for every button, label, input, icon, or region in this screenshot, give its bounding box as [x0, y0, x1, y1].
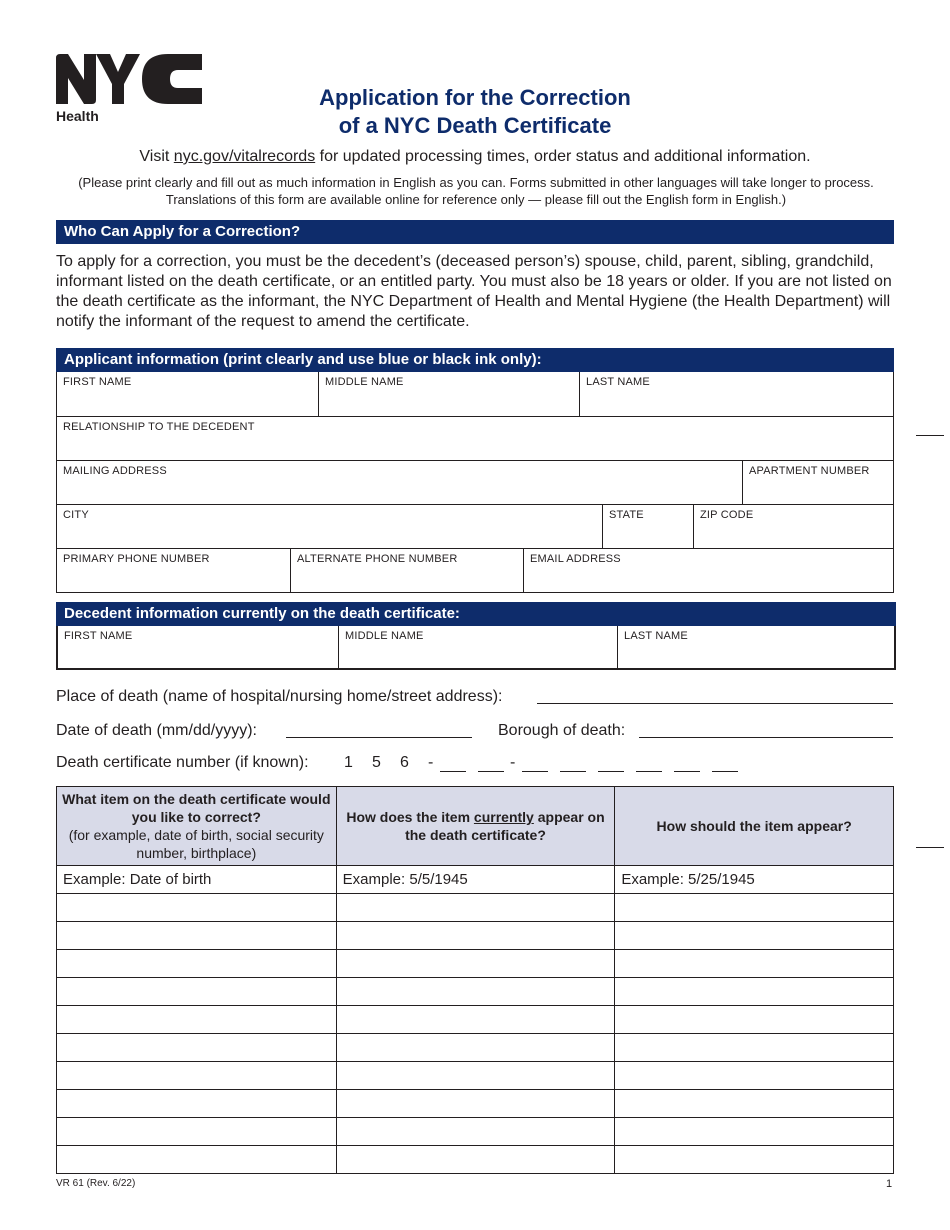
cert-prefix-digit: 6: [400, 754, 409, 771]
first-name-label: FIRST NAME: [63, 376, 132, 388]
email-field[interactable]: [523, 549, 893, 592]
decedent-middle-name-label: MIDDLE NAME: [345, 630, 424, 642]
cert-digit-blank[interactable]: [560, 771, 586, 772]
decedent-first-name-field[interactable]: [58, 626, 338, 668]
table-cell[interactable]: [615, 1062, 894, 1090]
who-can-apply-heading: Who Can Apply for a Correction?: [56, 220, 894, 244]
table-header-row: [57, 787, 894, 866]
place-of-death-input[interactable]: [537, 703, 893, 704]
cert-digit-blank[interactable]: [440, 771, 466, 772]
table-cell[interactable]: [336, 978, 615, 1006]
table-cell[interactable]: [336, 922, 615, 950]
cert-dash: -: [510, 754, 516, 771]
zip-code-label: ZIP CODE: [700, 509, 754, 521]
primary-phone-label: PRIMARY PHONE NUMBER: [63, 553, 210, 565]
col-current-post: appear on the death certificate?: [405, 809, 605, 843]
mailing-address-label: MAILING ADDRESS: [63, 465, 167, 477]
cert-digit-blank[interactable]: [522, 771, 548, 772]
example-should-cell: Example: 5/25/1945: [615, 866, 894, 894]
table-row: [57, 978, 894, 1006]
table-cell[interactable]: [57, 1146, 337, 1174]
alternate-phone-label: ALTERNATE PHONE NUMBER: [297, 553, 458, 565]
visit-info: [56, 148, 894, 166]
table-row: [57, 1118, 894, 1146]
page-number: 1: [886, 1178, 893, 1190]
decedent-middle-name-field[interactable]: [338, 626, 617, 668]
instructions-note: (Please print clearly and fill out as much information in English as you can. Forms submitted in other languages will take longer to process. Translations of this form are available online for reference only — please fill out the English form in English.): [78, 175, 874, 207]
nyc-health-logo: [56, 54, 206, 124]
col-current-underline: currently: [473, 809, 534, 825]
cert-digit-blank[interactable]: [478, 771, 504, 772]
table-cell[interactable]: [615, 1090, 894, 1118]
table-cell[interactable]: [336, 1118, 615, 1146]
borough-of-death-input[interactable]: [639, 737, 893, 738]
table-cell[interactable]: [615, 1118, 894, 1146]
table-cell[interactable]: [57, 922, 337, 950]
zip-code-field[interactable]: [693, 505, 893, 548]
col-item-subtitle: (for example, date of birth, social security number, birthplace): [68, 827, 324, 861]
table-cell[interactable]: [57, 1034, 337, 1062]
applicant-last-name-field[interactable]: [579, 372, 893, 416]
table-cell[interactable]: [336, 1006, 615, 1034]
decedent-form: [56, 626, 896, 670]
table-cell[interactable]: [57, 1006, 337, 1034]
nyc-logo-icon: [56, 54, 204, 106]
certificate-number-label: Death certificate number (if known):: [56, 754, 309, 771]
page-title: [260, 84, 690, 140]
visit-prefix: Visit: [139, 148, 174, 165]
table-cell[interactable]: [615, 922, 894, 950]
table-cell[interactable]: [336, 1146, 615, 1174]
table-row: [57, 1090, 894, 1118]
title-line-2: of a NYC Death Certificate: [338, 113, 612, 138]
example-row: [57, 866, 894, 894]
table-cell[interactable]: [57, 1090, 337, 1118]
cert-prefix-digit: 1: [344, 754, 353, 771]
applicant-middle-name-field[interactable]: [318, 372, 579, 416]
applicant-first-name-field[interactable]: [57, 372, 318, 416]
table-row: [57, 1006, 894, 1034]
table-cell[interactable]: [336, 950, 615, 978]
table-row: [57, 1034, 894, 1062]
form-id: VR 61 (Rev. 6/22): [56, 1178, 136, 1189]
table-cell[interactable]: [57, 1118, 337, 1146]
alternate-phone-field[interactable]: [290, 549, 523, 592]
last-name-label: LAST NAME: [586, 376, 650, 388]
cert-dash: -: [428, 754, 434, 771]
table-row: [57, 1146, 894, 1174]
table-cell[interactable]: [615, 1006, 894, 1034]
cert-digit-blank[interactable]: [598, 771, 624, 772]
table-row: [57, 1062, 894, 1090]
primary-phone-field[interactable]: [57, 549, 290, 592]
table-cell[interactable]: [336, 1090, 615, 1118]
decedent-last-name-field[interactable]: [617, 626, 894, 668]
table-row: [57, 950, 894, 978]
table-cell[interactable]: [57, 894, 337, 922]
date-of-death-input[interactable]: [286, 737, 472, 738]
decedent-heading: Decedent information currently on the death certificate:: [56, 602, 896, 626]
fold-mark: [916, 847, 944, 848]
table-row: [57, 894, 894, 922]
logo-health-label: Health: [56, 108, 99, 124]
correction-table: [56, 786, 894, 1174]
date-of-death-label: Date of death (mm/dd/yyyy):: [56, 722, 257, 739]
table-cell[interactable]: [57, 1062, 337, 1090]
who-can-apply-text: To apply for a correction, you must be the decedent’s (deceased person’s) spouse, child, parent, sibling, grandchild, informant listed on the death certificate, or an entitled party. You must also be 18 years or older. If you are not listed on the death certificate as the informant, the NYC Department of Health and Mental Hygiene (the Health Department) will notify the informant of the request to amend the certificate.: [56, 253, 892, 330]
example-current-cell: Example: 5/5/1945: [336, 866, 615, 894]
relationship-label: RELATIONSHIP TO THE DECEDENT: [63, 421, 255, 433]
col-should-header: How should the item appear?: [615, 787, 894, 866]
decedent-last-name-label: LAST NAME: [624, 630, 688, 642]
table-cell[interactable]: [336, 1034, 615, 1062]
col-item-title: What item on the death certificate would you like to correct?: [62, 791, 331, 825]
middle-name-label: MIDDLE NAME: [325, 376, 404, 388]
apartment-number-label: APARTMENT NUMBER: [749, 465, 870, 477]
decedent-first-name-label: FIRST NAME: [64, 630, 133, 642]
table-row: [57, 922, 894, 950]
apartment-number-field[interactable]: [742, 461, 893, 504]
city-field[interactable]: [57, 505, 602, 548]
table-cell[interactable]: [57, 950, 337, 978]
table-cell[interactable]: [336, 1062, 615, 1090]
table-cell[interactable]: [615, 978, 894, 1006]
cert-digit-blank[interactable]: [636, 771, 662, 772]
place-of-death-label: Place of death (name of hospital/nursing home/street address):: [56, 688, 503, 705]
city-label: CITY: [63, 509, 89, 521]
cert-prefix-digit: 5: [372, 754, 381, 771]
table-cell[interactable]: [615, 950, 894, 978]
table-cell[interactable]: [615, 894, 894, 922]
table-cell[interactable]: [57, 978, 337, 1006]
table-cell[interactable]: [336, 894, 615, 922]
applicant-heading: Applicant information (print clearly and use blue or black ink only):: [56, 348, 894, 372]
mailing-address-field[interactable]: [57, 461, 742, 504]
borough-of-death-label: Borough of death:: [498, 722, 626, 739]
visit-suffix: for updated processing times, order status and additional information.: [315, 148, 811, 165]
cert-digit-blank[interactable]: [712, 771, 738, 772]
email-label: EMAIL ADDRESS: [530, 553, 621, 565]
state-field[interactable]: [602, 505, 693, 548]
example-item-cell: Example: Date of birth: [57, 866, 337, 894]
title-line-1: Application for the Correction: [319, 85, 631, 110]
col-item-header: [57, 787, 337, 866]
cert-digit-blank[interactable]: [674, 771, 700, 772]
table-cell[interactable]: [615, 1034, 894, 1062]
col-current-header: [336, 787, 615, 866]
state-label: STATE: [609, 509, 644, 521]
col-current-pre: How does the item: [346, 809, 474, 825]
table-cell[interactable]: [615, 1146, 894, 1174]
vitalrecords-link[interactable]: nyc.gov/vitalrecords: [173, 148, 316, 165]
fold-mark: [916, 435, 944, 436]
applicant-form: [56, 372, 894, 593]
relationship-field[interactable]: [57, 417, 893, 460]
